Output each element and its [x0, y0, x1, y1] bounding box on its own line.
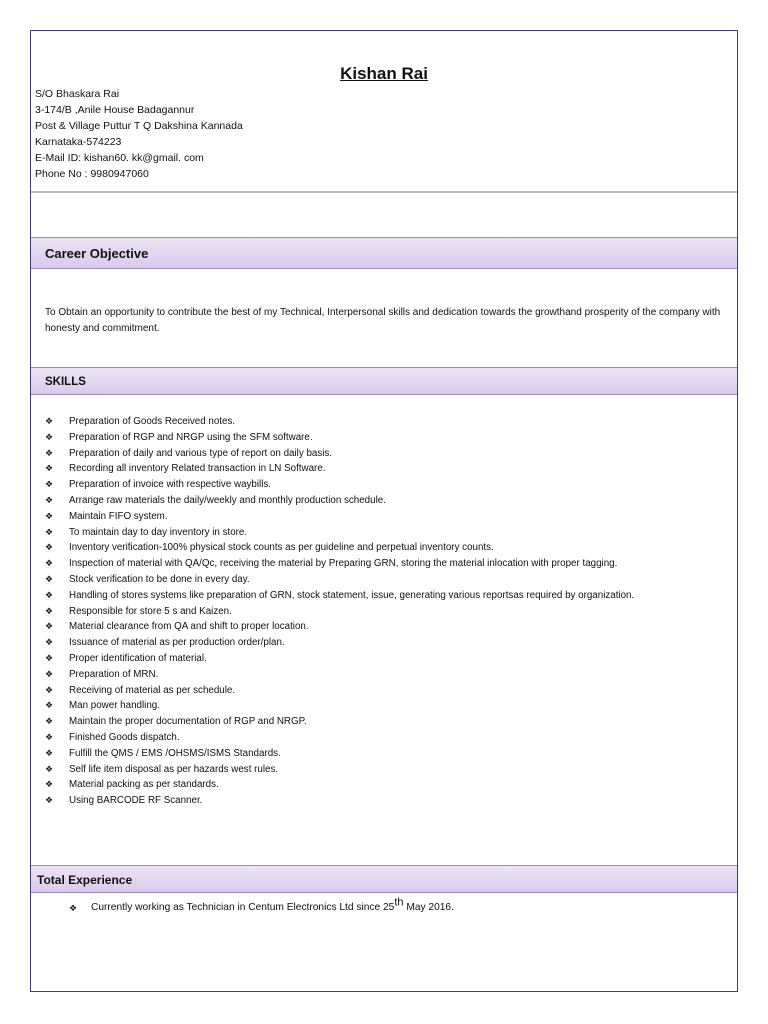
diamond-bullet-icon: ❖: [45, 431, 54, 442]
list-item: [45, 509, 705, 525]
career-objective-heading: Career Objective: [31, 237, 737, 269]
contact-line-post: Post & Village Puttur T Q Dakshina Kannada: [35, 120, 243, 132]
list-item: [45, 604, 705, 620]
skill-text: To maintain day to day inventory in store.: [69, 526, 248, 538]
experience-list: [69, 896, 709, 917]
experience-date: May 2016.: [403, 902, 454, 913]
list-item: [45, 588, 705, 604]
diamond-bullet-icon: ❖: [45, 463, 54, 474]
skill-text: Material clearance from QA and shift to proper location.: [69, 621, 309, 633]
skill-text: Preparation of invoice with respective waybills.: [69, 479, 272, 491]
diamond-bullet-icon: ❖: [45, 684, 54, 695]
list-item: [45, 493, 705, 509]
contact-line-address: 3-174/B ,Anile House Badagannur: [35, 104, 195, 116]
skill-text: Stock verification to be done in every day.: [69, 573, 250, 585]
contact-line-parent: S/O Bhaskara Rai: [35, 88, 120, 100]
skill-text: Receiving of material as per schedule.: [69, 684, 236, 696]
diamond-bullet-icon: ❖: [45, 494, 54, 505]
diamond-bullet-icon: ❖: [45, 479, 54, 490]
skill-text: Preparation of MRN.: [69, 668, 159, 680]
list-item: [45, 651, 705, 667]
experience-text: Currently working as Technician in Centum Electronics Ltd since 25: [91, 902, 395, 913]
list-item: [45, 746, 705, 762]
skill-text: Responsible for store 5 s and Kaizen.: [69, 605, 232, 617]
list-item: [45, 714, 705, 730]
list-item: [45, 477, 705, 493]
contact-line-state: Karnataka-574223: [35, 136, 122, 148]
skill-text: Inventory verification-100% physical stock counts as per guideline and perpetual inventory counts.: [69, 542, 494, 554]
list-item: [45, 446, 705, 462]
list-item: [45, 556, 705, 572]
list-item: [45, 777, 705, 793]
diamond-bullet-icon: ❖: [45, 731, 54, 742]
list-item: [45, 619, 705, 635]
list-item: [45, 667, 705, 683]
diamond-bullet-icon: ❖: [45, 605, 54, 616]
diamond-bullet-icon: ❖: [45, 700, 54, 711]
diamond-bullet-icon: ❖: [45, 779, 54, 790]
diamond-bullet-icon: ❖: [45, 589, 54, 600]
diamond-bullet-icon: ❖: [45, 542, 54, 553]
experience-suffix-sup: th: [394, 896, 404, 909]
diamond-bullet-icon: ❖: [45, 637, 54, 648]
skill-text: Preparation of RGP and NRGP using the SFM software.: [69, 431, 313, 443]
list-item: [45, 683, 705, 699]
skill-text: Arrange raw materials the daily/weekly and monthly production schedule.: [69, 494, 386, 506]
diamond-bullet-icon: ❖: [45, 763, 54, 774]
skill-text: Self life item disposal as per hazards west rules.: [69, 763, 279, 775]
candidate-name: Kishan Rai: [340, 64, 428, 83]
diamond-bullet-icon: ❖: [45, 447, 54, 458]
diamond-bullet-icon: ❖: [45, 526, 54, 537]
list-item: [45, 730, 705, 746]
list-item: [45, 762, 705, 778]
skill-text: Inspection of material with QA/Qc, receiving the material by Preparing GRN, storing the material inlocation with proper tagging.: [69, 558, 618, 570]
skills-heading: SKILLS: [31, 367, 737, 395]
diamond-bullet-icon: ❖: [45, 668, 54, 679]
skill-text: Using BARCODE RF Scanner.: [69, 795, 203, 807]
list-item: [69, 896, 709, 917]
list-item: [45, 414, 705, 430]
skill-text: Maintain FIFO system.: [69, 510, 168, 522]
contact-block: [35, 86, 243, 182]
skill-text: Preparation of Goods Received notes.: [69, 416, 236, 427]
skill-text: Proper identification of material.: [69, 652, 207, 664]
list-item: [45, 698, 705, 714]
header-divider: [31, 191, 737, 193]
resume-page: [30, 30, 738, 992]
diamond-bullet-icon: ❖: [45, 558, 54, 569]
diamond-bullet-icon: ❖: [45, 416, 54, 426]
diamond-bullet-icon: ❖: [45, 621, 54, 632]
skill-text: Material packing as per standards.: [69, 779, 219, 791]
diamond-bullet-icon: ❖: [45, 652, 54, 663]
list-item: [45, 540, 705, 556]
diamond-bullet-icon: ❖: [69, 903, 78, 913]
skill-text: Preparation of daily and various type of report on daily basis.: [69, 447, 333, 459]
skill-text: Handling of stores systems like preparation of GRN, stock statement, issue, generating various reportsas required by organization.: [69, 589, 635, 601]
skills-list: [45, 414, 705, 809]
skill-text: Issuance of material as per production order/plan.: [69, 637, 285, 649]
contact-line-phone: Phone No : 9980947060: [35, 168, 149, 180]
list-item: [45, 635, 705, 651]
diamond-bullet-icon: ❖: [45, 510, 54, 521]
list-item: [45, 793, 705, 809]
diamond-bullet-icon: ❖: [45, 716, 54, 727]
contact-line-email: E-Mail ID: kishan60. kk@gmail. com: [35, 152, 204, 164]
list-item: [45, 430, 705, 446]
diamond-bullet-icon: ❖: [45, 573, 54, 584]
skill-text: Maintain the proper documentation of RGP and NRGP.: [69, 716, 307, 728]
total-experience-heading: Total Experience: [31, 865, 737, 893]
skill-text: Fulfill the QMS / EMS /OHSMS/ISMS Standards.: [69, 747, 281, 759]
diamond-bullet-icon: ❖: [45, 795, 54, 806]
list-item: [45, 525, 705, 541]
skill-text: Man power handling.: [69, 700, 160, 712]
skill-text: Finished Goods dispatch.: [69, 731, 180, 743]
career-objective-text: To Obtain an opportunity to contribute the best of my Technical, Interpersonal skills and dedication towards the growthand prosperity of the company with honesty and commitment.: [45, 307, 721, 334]
skill-text: Recording all inventory Related transaction in LN Software.: [69, 463, 326, 475]
list-item: [45, 572, 705, 588]
list-item: [45, 461, 705, 477]
diamond-bullet-icon: ❖: [45, 747, 54, 758]
